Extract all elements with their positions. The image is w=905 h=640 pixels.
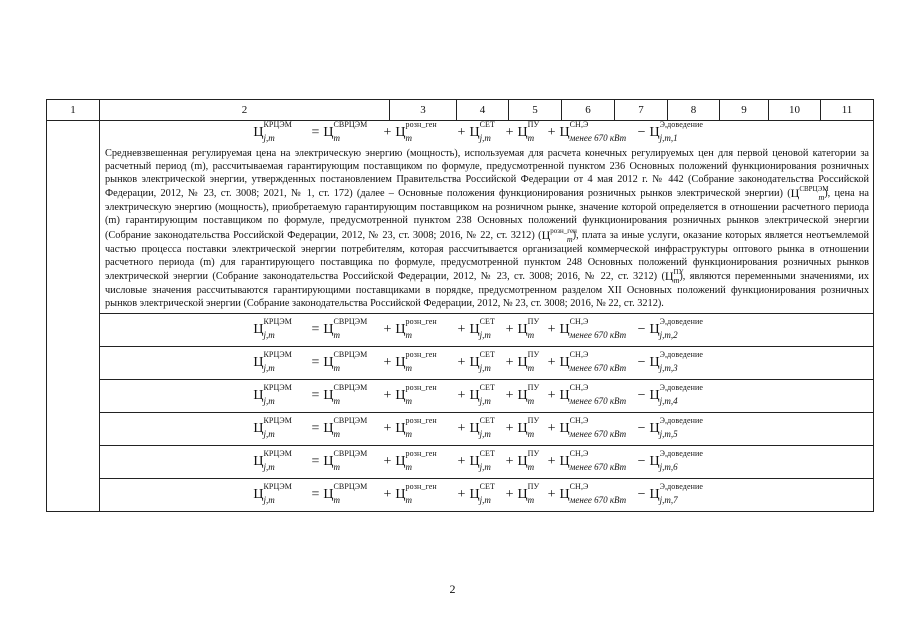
price-symbol: Ц xyxy=(469,454,480,470)
term-subscript: j,m xyxy=(479,330,491,341)
term-subscript: j,m xyxy=(479,363,491,374)
price-symbol: Ц xyxy=(323,454,334,470)
formula-term xyxy=(253,482,292,506)
formula-4: Ц КРЦЭМ j,m = Ц СВРЦЭМ m + Ц розн_ген m + Ц СЕТ j,m + Ц ПУ m + Ц СН,Э менее 670 кВт − Ц Э,доведение j,m,4 xyxy=(253,383,704,407)
formula-term xyxy=(395,350,437,374)
formula-term xyxy=(323,449,368,473)
page-number: 2 xyxy=(449,582,456,596)
term-subscript: m xyxy=(405,396,413,407)
table-row xyxy=(47,121,874,314)
price-symbol: Ц xyxy=(517,454,528,470)
table-row xyxy=(47,380,874,413)
price-symbol: Ц xyxy=(559,454,570,470)
term-subscript: менее 670 кВт xyxy=(569,133,627,143)
paragraph-text: ), плата за иные услуги, оказание которых является неотъемлемой частью процесса поставки электрической энергии потребителям, которая рассчитывается организацией коммерческой инфраструктуры оптового рынка в отношении расчетного периода (m) для гарантирующего поставщика по формуле, предусмотренной пунктом 248 Основных положений функционирования розничных рынков электрической энергии (Собрание законодательства Российской Федерации, 2012, № 23, ст. 3008; 2016, № 22, ст. 3212) ( xyxy=(105,229,869,282)
formula-cell xyxy=(100,446,874,479)
term-superscript: ПУ xyxy=(527,416,540,426)
price-symbol: Ц xyxy=(517,388,528,404)
formula-term xyxy=(469,482,495,506)
price-symbol: Ц xyxy=(469,322,480,338)
price-symbol: Ц xyxy=(559,388,570,404)
header-cell: 11 xyxy=(821,100,874,121)
term-subscript: m xyxy=(405,495,413,506)
formula-term xyxy=(253,416,292,440)
tariff-table xyxy=(46,99,874,512)
formula-term xyxy=(517,416,540,440)
header-cell: 3 xyxy=(390,100,457,121)
term-superscript: СЕТ xyxy=(479,317,495,327)
price-symbol: Ц xyxy=(323,421,334,437)
price-symbol: Ц xyxy=(559,421,570,437)
term-subscript: m xyxy=(333,429,340,440)
header-cell: 4 xyxy=(457,100,509,121)
description-paragraph xyxy=(100,144,873,313)
paragraph-text: ), цена на электрическую энергию (мощность), приобретаемую гарантирующим поставщиком на розничном рынке, значение которой определяется в отношении расчетного периода (m) гарантирующим поставщиком по формуле, предусмотренной пунктом 238 Основных положений функционирования розничных рынков электрической энергии (Собрание законодательства Российской Федерации, 2012, № 23, ст. 3008; 2016, № 22, ст. 3212) ( xyxy=(105,188,869,241)
term-subscript: j,m,2 xyxy=(659,330,678,341)
price-symbol: Ц xyxy=(469,388,480,404)
formula-cell xyxy=(100,479,874,512)
term-superscript: ПУ xyxy=(527,383,540,393)
term-superscript: КРЦЭМ xyxy=(263,449,292,459)
price-symbol: Ц xyxy=(395,421,406,437)
formula-term xyxy=(649,449,704,473)
formula-term xyxy=(517,449,540,473)
formula-term xyxy=(395,449,437,473)
formula-term xyxy=(469,416,495,440)
header-cell: 2 xyxy=(100,100,390,121)
term-superscript: СВРЦЭМ xyxy=(333,482,368,492)
term-superscript: Э,доведение xyxy=(659,350,704,360)
term-superscript: СВРЦЭМ xyxy=(333,317,368,327)
term-subscript: j,m xyxy=(479,133,491,143)
term-subscript: m xyxy=(333,462,340,473)
term-subscript: j,m xyxy=(263,462,275,473)
inline-symbol-pu: $Ц^{ПУ}_m$ xyxy=(664,267,684,285)
term-subscript: m xyxy=(405,330,413,341)
formula-term xyxy=(517,317,540,341)
formula-7: Ц КРЦЭМ j,m = Ц СВРЦЭМ m + Ц розн_ген m + Ц СЕТ j,m + Ц ПУ m + Ц СН,Э менее 670 кВт − Ц Э,доведение j,m,7 xyxy=(253,482,704,506)
price-symbol: Ц xyxy=(559,125,570,140)
term-superscript: СЕТ xyxy=(479,449,495,459)
term-superscript: СН,Э xyxy=(569,482,589,492)
table-row xyxy=(47,413,874,446)
term-superscript: Э,доведение xyxy=(659,482,704,492)
inline-symbol-rozn: $Ц^{розн\_ген}_m$ xyxy=(541,226,577,244)
header-cell: 7 xyxy=(615,100,668,121)
formula-description-cell xyxy=(100,121,874,314)
term-subscript: менее 670 кВт xyxy=(569,495,627,506)
formula-term xyxy=(559,449,627,473)
term-superscript: СН,Э xyxy=(569,317,589,327)
price-symbol: Ц xyxy=(253,388,264,404)
price-symbol: Ц xyxy=(469,421,480,437)
term-subscript: j,m xyxy=(479,429,491,440)
table-row xyxy=(47,479,874,512)
price-symbol: Ц xyxy=(253,487,264,503)
formula-2: Ц КРЦЭМ j,m = Ц СВРЦЭМ m + Ц розн_ген m + Ц СЕТ j,m + Ц ПУ m + Ц СН,Э менее 670 кВт − Ц Э,доведение j,m,2 xyxy=(253,317,704,341)
term-superscript: розн_ген xyxy=(405,449,437,459)
term-superscript: СН,Э xyxy=(569,383,589,393)
term-superscript: СВРЦЭМ xyxy=(333,416,368,426)
term-superscript: розн_ген xyxy=(405,350,437,360)
term-subscript: менее 670 кВт xyxy=(569,429,627,440)
term-superscript: розн_ген xyxy=(405,416,437,426)
term-subscript: m xyxy=(333,133,340,143)
term-superscript: ПУ xyxy=(527,120,540,129)
price-symbol: Ц xyxy=(323,322,334,338)
term-superscript: СЕТ xyxy=(479,350,495,360)
formula-term xyxy=(559,317,627,341)
formula-term xyxy=(253,383,292,407)
term-superscript: розн_ген xyxy=(405,120,437,129)
formula-cell xyxy=(100,314,874,347)
term-subscript: m xyxy=(527,495,535,506)
term-superscript: Э,доведение xyxy=(659,317,704,327)
formula-term xyxy=(323,120,368,143)
price-symbol: Ц xyxy=(517,421,528,437)
price-symbol: Ц xyxy=(395,388,406,404)
price-symbol: Ц xyxy=(253,125,264,140)
term-subscript: m xyxy=(405,429,413,440)
formula-term xyxy=(517,482,540,506)
header-cell: 1 xyxy=(47,100,100,121)
term-superscript: розн_ген xyxy=(405,383,437,393)
formula-5: Ц КРЦЭМ j,m = Ц СВРЦЭМ m + Ц розн_ген m + Ц СЕТ j,m + Ц ПУ m + Ц СН,Э менее 670 кВт − Ц Э,доведение j,m,5 xyxy=(253,416,704,440)
price-symbol: Ц xyxy=(395,487,406,503)
term-subscript: m xyxy=(527,462,535,473)
inline-symbol-svr: $Ц^{СВРЦЭМ}_m$ xyxy=(790,185,829,203)
price-symbol: Ц xyxy=(395,125,406,140)
formula-term xyxy=(395,120,437,143)
term-superscript: СЕТ xyxy=(479,383,495,393)
term-superscript: СН,Э xyxy=(569,449,589,459)
term-subscript: m xyxy=(333,363,340,374)
term-subscript: m xyxy=(333,330,340,341)
term-superscript: ПУ xyxy=(527,317,540,327)
table-row xyxy=(47,446,874,479)
price-symbol: Ц xyxy=(469,125,480,140)
price-symbol: Ц xyxy=(649,388,660,404)
price-symbol: Ц xyxy=(649,125,660,140)
term-superscript: СН,Э xyxy=(569,416,589,426)
table-row xyxy=(47,347,874,380)
formula-term xyxy=(559,383,627,407)
term-subscript: m xyxy=(405,363,413,374)
term-superscript: СВРЦЭМ xyxy=(333,449,368,459)
formula-term xyxy=(395,416,437,440)
header-cell: 9 xyxy=(720,100,769,121)
price-symbol: Ц xyxy=(323,125,334,140)
price-symbol: Ц xyxy=(517,322,528,338)
formula-term xyxy=(649,120,704,143)
term-subscript: j,m xyxy=(263,396,275,407)
formula-6: Ц КРЦЭМ j,m = Ц СВРЦЭМ m + Ц розн_ген m + Ц СЕТ j,m + Ц ПУ m + Ц СН,Э менее 670 кВт − Ц Э,доведение j,m,6 xyxy=(253,449,704,473)
term-superscript: КРЦЭМ xyxy=(263,317,292,327)
term-superscript: ПУ xyxy=(527,482,540,492)
term-subscript: j,m,5 xyxy=(659,429,678,440)
term-subscript: менее 670 кВт xyxy=(569,330,627,341)
term-subscript: j,m,7 xyxy=(659,495,678,506)
header-row xyxy=(47,100,874,121)
term-superscript: КРЦЭМ xyxy=(263,416,292,426)
term-superscript: СН,Э xyxy=(569,120,589,129)
price-symbol: Ц xyxy=(253,355,264,371)
price-symbol: Ц xyxy=(649,322,660,338)
term-subscript: j,m xyxy=(263,133,275,143)
term-subscript: j,m,6 xyxy=(659,462,678,473)
header-cell: 6 xyxy=(562,100,615,121)
price-symbol: Ц xyxy=(253,322,264,338)
formula-term xyxy=(649,350,704,374)
term-superscript: ПУ xyxy=(527,350,540,360)
term-superscript: КРЦЭМ xyxy=(263,383,292,393)
term-subscript: m xyxy=(527,330,535,341)
price-symbol: Ц xyxy=(323,487,334,503)
formula-term xyxy=(395,383,437,407)
formula-term xyxy=(395,482,437,506)
price-symbol: Ц xyxy=(253,454,264,470)
price-symbol: Ц xyxy=(559,322,570,338)
formula-term xyxy=(649,416,704,440)
term-subscript: j,m xyxy=(263,330,275,341)
formula-term xyxy=(559,482,627,506)
term-subscript: j,m xyxy=(263,429,275,440)
formula-term xyxy=(649,317,704,341)
formula-cell xyxy=(100,380,874,413)
term-superscript: розн_ген xyxy=(405,482,437,492)
price-symbol: Ц xyxy=(323,355,334,371)
price-symbol: Ц xyxy=(253,421,264,437)
table-row xyxy=(47,314,874,347)
term-superscript: ПУ xyxy=(527,449,540,459)
formula-term xyxy=(649,383,704,407)
header-cell: 5 xyxy=(509,100,562,121)
formula-term xyxy=(469,120,495,143)
term-superscript: Э,доведение xyxy=(659,120,704,129)
formula-term xyxy=(253,449,292,473)
price-symbol: Ц xyxy=(559,355,570,371)
header-cell: 8 xyxy=(668,100,720,121)
formula-cell xyxy=(100,347,874,380)
term-subscript: m xyxy=(333,495,340,506)
term-superscript: СВРЦЭМ xyxy=(333,383,368,393)
term-superscript: розн_ген xyxy=(405,317,437,327)
formula-term xyxy=(323,416,368,440)
term-subscript: j,m xyxy=(263,363,275,374)
term-superscript: Э,доведение xyxy=(659,449,704,459)
formula-term xyxy=(469,383,495,407)
formula-term xyxy=(517,383,540,407)
formula-term xyxy=(649,482,704,506)
term-superscript: СВРЦЭМ xyxy=(333,120,368,129)
price-symbol: Ц xyxy=(649,421,660,437)
price-symbol: Ц xyxy=(649,487,660,503)
term-subscript: j,m,3 xyxy=(659,363,678,374)
term-subscript: j,m xyxy=(263,495,275,506)
term-superscript: КРЦЭМ xyxy=(263,482,292,492)
formula-term xyxy=(323,383,368,407)
term-subscript: m xyxy=(527,396,535,407)
price-symbol: Ц xyxy=(517,125,528,140)
term-subscript: менее 670 кВт xyxy=(569,396,627,407)
price-symbol: Ц xyxy=(395,322,406,338)
term-subscript: j,m xyxy=(479,462,491,473)
price-symbol: Ц xyxy=(395,355,406,371)
term-subscript: менее 670 кВт xyxy=(569,462,627,473)
term-subscript: m xyxy=(527,363,535,374)
term-superscript: СВРЦЭМ xyxy=(333,350,368,360)
formula-term xyxy=(469,317,495,341)
formula-term xyxy=(395,317,437,341)
term-subscript: m xyxy=(405,133,413,143)
price-symbol: Ц xyxy=(395,454,406,470)
term-superscript: СН,Э xyxy=(569,350,589,360)
formula-term xyxy=(323,317,368,341)
term-subscript: m xyxy=(405,462,413,473)
term-subscript: j,m,4 xyxy=(659,396,678,407)
formula-term xyxy=(559,120,627,143)
term-superscript: Э,доведение xyxy=(659,383,704,393)
term-subscript: j,m xyxy=(479,396,491,407)
term-subscript: m xyxy=(527,133,535,143)
formula-term xyxy=(559,416,627,440)
price-symbol: Ц xyxy=(517,487,528,503)
term-superscript: СЕТ xyxy=(479,120,495,129)
formula-term xyxy=(517,120,540,143)
left-empty-cell xyxy=(47,121,100,512)
formula-term xyxy=(253,120,292,143)
formula-term xyxy=(323,350,368,374)
paragraph-text: Средневзвешенная регулируемая цена на электрическую энергию (мощность), используемая для расчета конечных регулируемых цен для первой ценовой категории за расчетный период (m), рассчитываемая гарантирующим поставщиком по формуле, предусмотренной пунктом 236 Основных положений функционирования розничных рынков электрической энергии, утвержденных постановлением Правительства Российской Федерации от 4 мая 2012 г. № 442 (Собрание законодательства Российской Федерации, 2012, № 23, ст. 3008; 2021, № 1, ст. 172) (далее – Основные положения функционирования розничных рынков электрической энергии) ( xyxy=(105,148,869,200)
term-subscript: m xyxy=(333,396,340,407)
formula-term xyxy=(559,350,627,374)
term-superscript: КРЦЭМ xyxy=(263,120,292,129)
term-superscript: СЕТ xyxy=(479,416,495,426)
term-superscript: КРЦЭМ xyxy=(263,350,292,360)
price-symbol: Ц xyxy=(559,487,570,503)
formula-term xyxy=(253,317,292,341)
price-symbol: Ц xyxy=(517,355,528,371)
price-symbol: Ц xyxy=(649,355,660,371)
price-symbol: Ц xyxy=(323,388,334,404)
price-symbol: Ц xyxy=(649,454,660,470)
formula-3: Ц КРЦЭМ j,m = Ц СВРЦЭМ m + Ц розн_ген m + Ц СЕТ j,m + Ц ПУ m + Ц СН,Э менее 670 кВт − Ц Э,доведение j,m,3 xyxy=(253,350,704,374)
term-subscript: j,m xyxy=(479,495,491,506)
formula-1: Ц КРЦЭМ j,m = Ц СВРЦЭМ m + Ц розн_ген m + Ц СЕТ j,m + Ц ПУ m + Ц СН,Э менее 670 кВт − Ц Э,доведение j,m,1 xyxy=(253,120,704,143)
formula-cell xyxy=(100,413,874,446)
price-symbol: Ц xyxy=(469,355,480,371)
formula-term xyxy=(469,350,495,374)
term-subscript: j,m,1 xyxy=(659,133,678,143)
formula-term xyxy=(323,482,368,506)
term-subscript: менее 670 кВт xyxy=(569,363,627,374)
header-cell: 10 xyxy=(769,100,821,121)
price-symbol: Ц xyxy=(469,487,480,503)
paragraph-text: ), являются переменными значениями, их числовые значения рассчитываются гарантирующими поставщиками в порядке, предусмотренном разделом XII Основных положений функционирования розничных рынков электрической энергии (Собрание законодательства Российской Федерации, 2012, № 23, ст. 3008; 2016, № 22, ст. 3212). xyxy=(105,270,869,310)
term-subscript: m xyxy=(527,429,535,440)
formula-term xyxy=(253,350,292,374)
term-superscript: Э,доведение xyxy=(659,416,704,426)
term-superscript: СЕТ xyxy=(479,482,495,492)
formula-term xyxy=(469,449,495,473)
formula-term xyxy=(517,350,540,374)
